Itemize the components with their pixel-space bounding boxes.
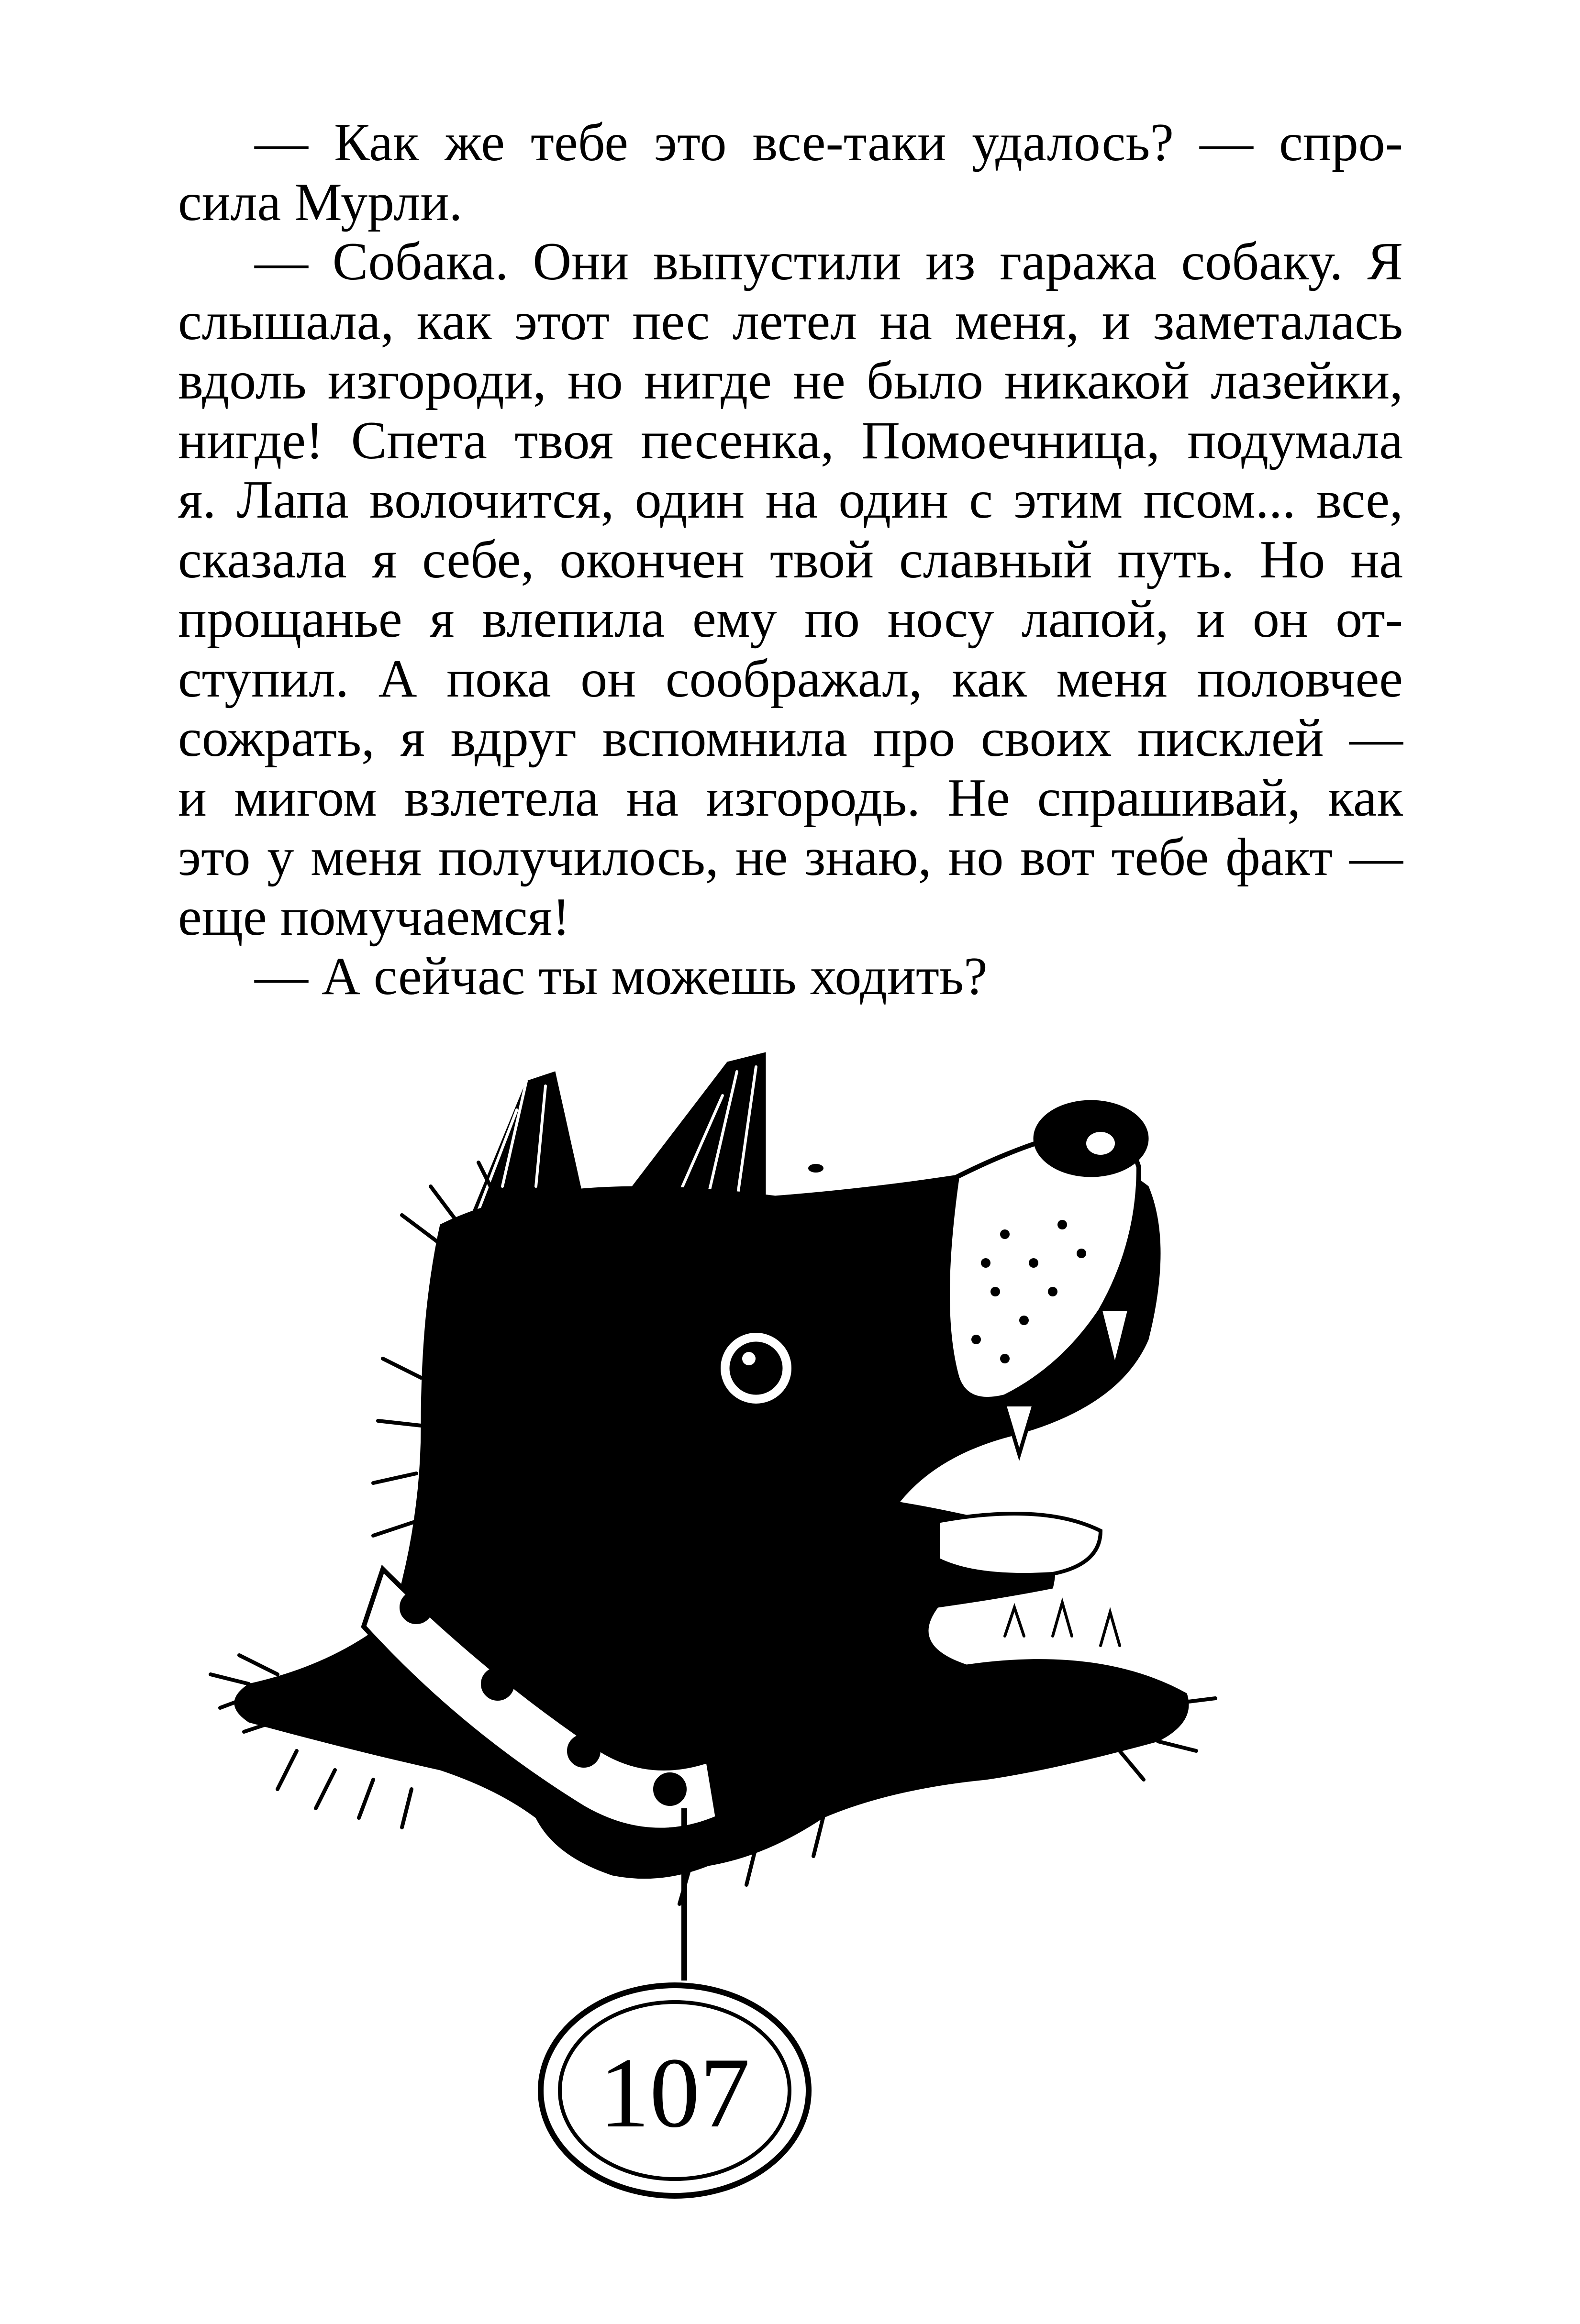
page-number: 107 (599, 2037, 750, 2148)
text-line: сожрать, я вдруг вспомнила про своих писклей — (178, 708, 1403, 768)
text-line: вдоль изгороди, но нигде не было никакой лазейки, (178, 351, 1403, 410)
paragraph (178, 947, 1403, 1007)
text-line: это у меня получилось, не знаю, но вот тебе факт — (178, 828, 1403, 887)
dog-illustration (191, 1043, 1388, 2268)
text-line: сила Мурли. (178, 172, 463, 232)
body-text (178, 113, 1403, 1007)
text-line: я. Лапа волочится, один на один с этим псом... все, (178, 470, 1403, 530)
paragraph (178, 232, 1403, 947)
text-line: еще помучаемся! (178, 887, 570, 947)
text-line: ступил. А пока он соображал, как меня половчее (178, 649, 1403, 708)
text-line: сказала я себе, окончен твой славный путь. Но на (178, 530, 1403, 589)
text-line: прощанье я влепила ему по носу лапой, и он от- (178, 589, 1403, 649)
collar-tag-page-number (541, 1985, 809, 2196)
text-line: и мигом взлетела на изгородь. Не спрашивай, как (178, 768, 1403, 828)
text-line: — А сейчас ты можешь ходить? (255, 947, 988, 1006)
text-line: — Как же тебе это все-таки удалось? — спро- (255, 113, 1403, 172)
text-line: слышала, как этот пес летел на меня, и заметалась (178, 291, 1403, 351)
text-line: — Собака. Они выпустили из гаража собаку. Я (255, 232, 1403, 291)
text-line: нигде! Спета твоя песенка, Помоечница, подумала (178, 410, 1403, 470)
paragraph (178, 113, 1403, 232)
